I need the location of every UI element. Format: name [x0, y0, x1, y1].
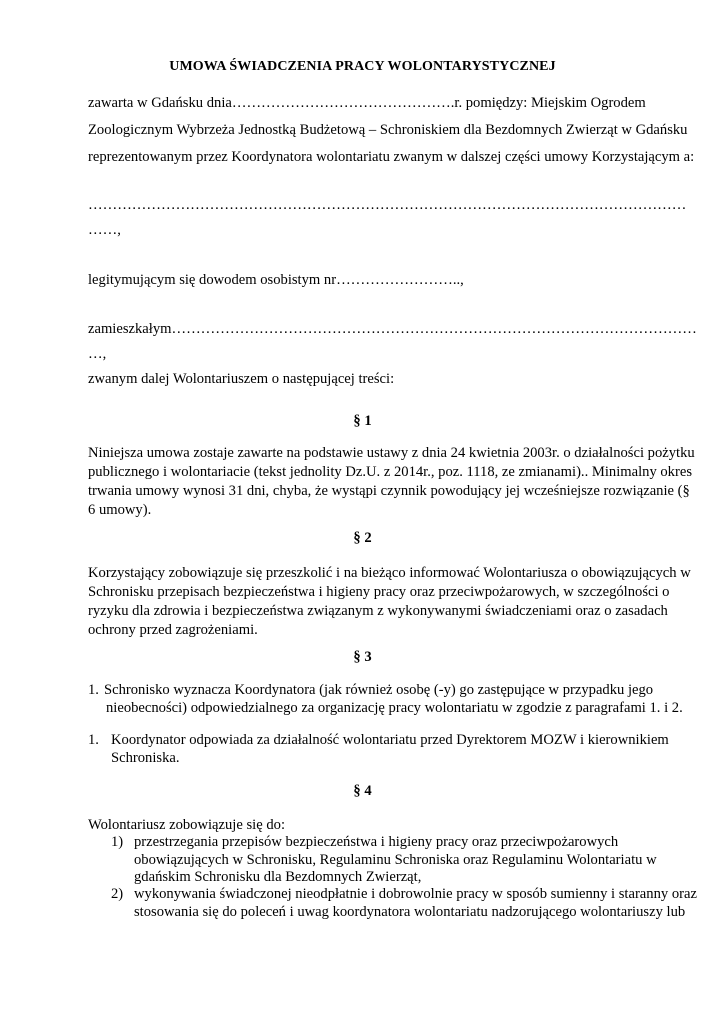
section-3-item-1-line-2: nieobecności) odpowiedzialnego za organizację pracy wolontariatu w zgodzie z paragrafami 1. i 2.: [106, 700, 683, 716]
intro-line-1: zawarta w Gdańsku dnia……………………………………….r. pomiędzy: Miejskim Ogrodem: [88, 95, 646, 111]
address-dotted-field-continuation: …,: [88, 346, 107, 362]
intro-line-2: Zoologicznym Wybrzeża Jednostką Budżetową – Schroniskiem dla Bezdomnych Zwierząt w Gdańsku: [88, 122, 688, 138]
section-4-item-2-line-1: wykonywania świadczonej nieodpłatnie i dobrowolnie pracy w sposób sumienny i staranny oraz: [134, 886, 697, 902]
name-dotted-field: ……………………………………………………………………………………………………………: [88, 197, 687, 213]
section-2-text: Korzystający zobowiązuje się przeszkolić i na bieżąco informować Wolontariusza o obowiązujących w Schronisku przepisach bezpieczeństwa i higieny pracy oraz przeciwpożarowych, w szczególności o ryzyku dla zdrowia i bezpieczeństwa związanym z wykonywanymi świadczeniami oraz o zasadach ochrony przed zagrożeniami.: [88, 565, 691, 638]
address-dotted-field: zamieszkałym………………………………………………………………………………………………: [88, 321, 697, 337]
section-2-heading: § 2: [353, 530, 372, 546]
intro-line-3: reprezentowanym przez Koordynatora wolontariatu zwanym w dalszej części umowy Korzystającym a:: [88, 149, 695, 165]
section-1-heading: § 1: [353, 413, 372, 429]
section-3-item-1-line-1: Schronisko wyznacza Koordynatora (jak również osobę (-y) go zastępujące w przypadku jego: [104, 682, 654, 698]
id-number-line: legitymującym się dowodem osobistym nr……………………..,: [88, 272, 464, 288]
section-4-item-2-number: 2): [111, 886, 124, 902]
name-dotted-field-continuation: ……,: [88, 222, 121, 238]
volunteer-definition-line: zwanym dalej Wolontariuszem o następującej treści:: [88, 371, 395, 387]
section-4-lead: Wolontariusz zobowiązuje się do:: [88, 817, 286, 833]
section-1-text: Niniejsza umowa zostaje zawarte na podstawie ustawy z dnia 24 kwietnia 2003r. o działalności pożytku publicznego i wolontariacie (tekst jednolity Dz.U. z 2014r., poz. 1118, ze zmianami).. Minimalny okres trwania umowy wynosi 31 dni, chyba, że wystąpi czynnik powodujący jej wcześniejsze rozwiązanie (§ 6 umowy).: [88, 445, 695, 518]
section-4-heading: § 4: [353, 783, 372, 799]
section-4-item-1-number: 1): [111, 834, 124, 850]
section-3-item-2-line-1: Koordynator odpowiada za działalność wolontariatu przed Dyrektorem MOZW i kierownikiem: [111, 732, 669, 748]
section-3-item-1-number: 1.: [88, 682, 99, 698]
section-3-item-2-number: 1.: [88, 732, 99, 748]
section-3-item-2-line-2: Schroniska.: [111, 750, 180, 766]
document-title: UMOWA ŚWIADCZENIA PRACY WOLONTARYSTYCZNEJ: [169, 59, 556, 74]
section-4-item-1-line-1: przestrzegania przepisów bezpieczeństwa i higieny pracy oraz przeciwpożarowych: [134, 834, 619, 850]
section-4-item-1-line-3: gdańskim Schronisku dla Bezdomnych Zwierząt,: [134, 869, 422, 885]
section-4-item-2-line-2: stosowania się do poleceń i uwag koordynatora wolontariatu nadzorującego wolontariuszy lub: [134, 904, 686, 920]
section-3-heading: § 3: [353, 649, 372, 665]
section-4-item-1-line-2: obowiązujących w Schronisku, Regulaminu Schroniska oraz Regulaminu Wolontariatu w: [134, 852, 657, 868]
